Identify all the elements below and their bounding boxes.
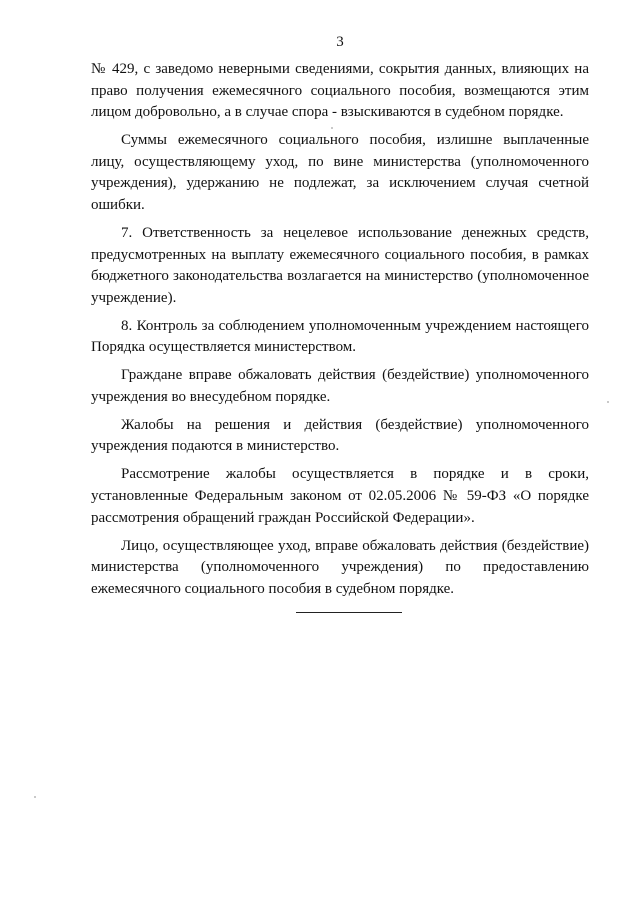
paragraph-continuation: № 429, с заведомо неверными сведениями, сокрытия данных, влияющих на право получения ежемесячного социального пособия, возмещаются этим лицом добровольно, а в случае спора - взыскиваются в судебном порядке. [91, 61, 589, 121]
paragraph-overpayment: Суммы ежемесячного социального пособия, излишне выплаченные лицу, осуществляющему уход, по вине министерства (уполномоченного учреждения), удержанию не подлежат, за исключением случая счетной ошибки. [91, 132, 589, 213]
paragraph-item-7-responsibility: 7. Ответственность за нецелевое использование денежных средств, предусмотренных на выплату ежемесячного социального пособия, в рамках бюджетного законодательства возлагается на министерство (уполномоченное учреждение). [91, 224, 589, 306]
document-body [91, 59, 589, 607]
scan-speck [331, 127, 333, 129]
scan-speck [607, 401, 609, 403]
paragraph-complaints: Жалобы на решения и действия (бездействие) уполномоченного учреждения подаются в министерство. [91, 416, 589, 455]
paragraph-item-8-control: 8. Контроль за соблюдением уполномоченным учреждением настоящего Порядка осуществляется министерством. [91, 317, 589, 356]
paragraph-complaint-review: Рассмотрение жалобы осуществляется в порядке и в сроки, установленные Федеральным законом от 02.05.2006 № 59-ФЗ «О порядке рассмотрения обращений граждан Российской Федерации». [91, 466, 589, 526]
page-number: 3 [336, 34, 344, 50]
closing-divider-line [296, 612, 402, 613]
paragraph-judicial-appeal: Лицо, осуществляющее уход, вправе обжаловать действия (бездействие) министерства (уполномоченного учреждения) по предоставлению ежемесячного социального пособия в судебном порядке. [91, 537, 589, 597]
paragraph-appeal-out-of-court: Граждане вправе обжаловать действия (бездействие) уполномоченного учреждения во внесудебном порядке. [91, 367, 589, 405]
scan-speck [34, 796, 36, 798]
